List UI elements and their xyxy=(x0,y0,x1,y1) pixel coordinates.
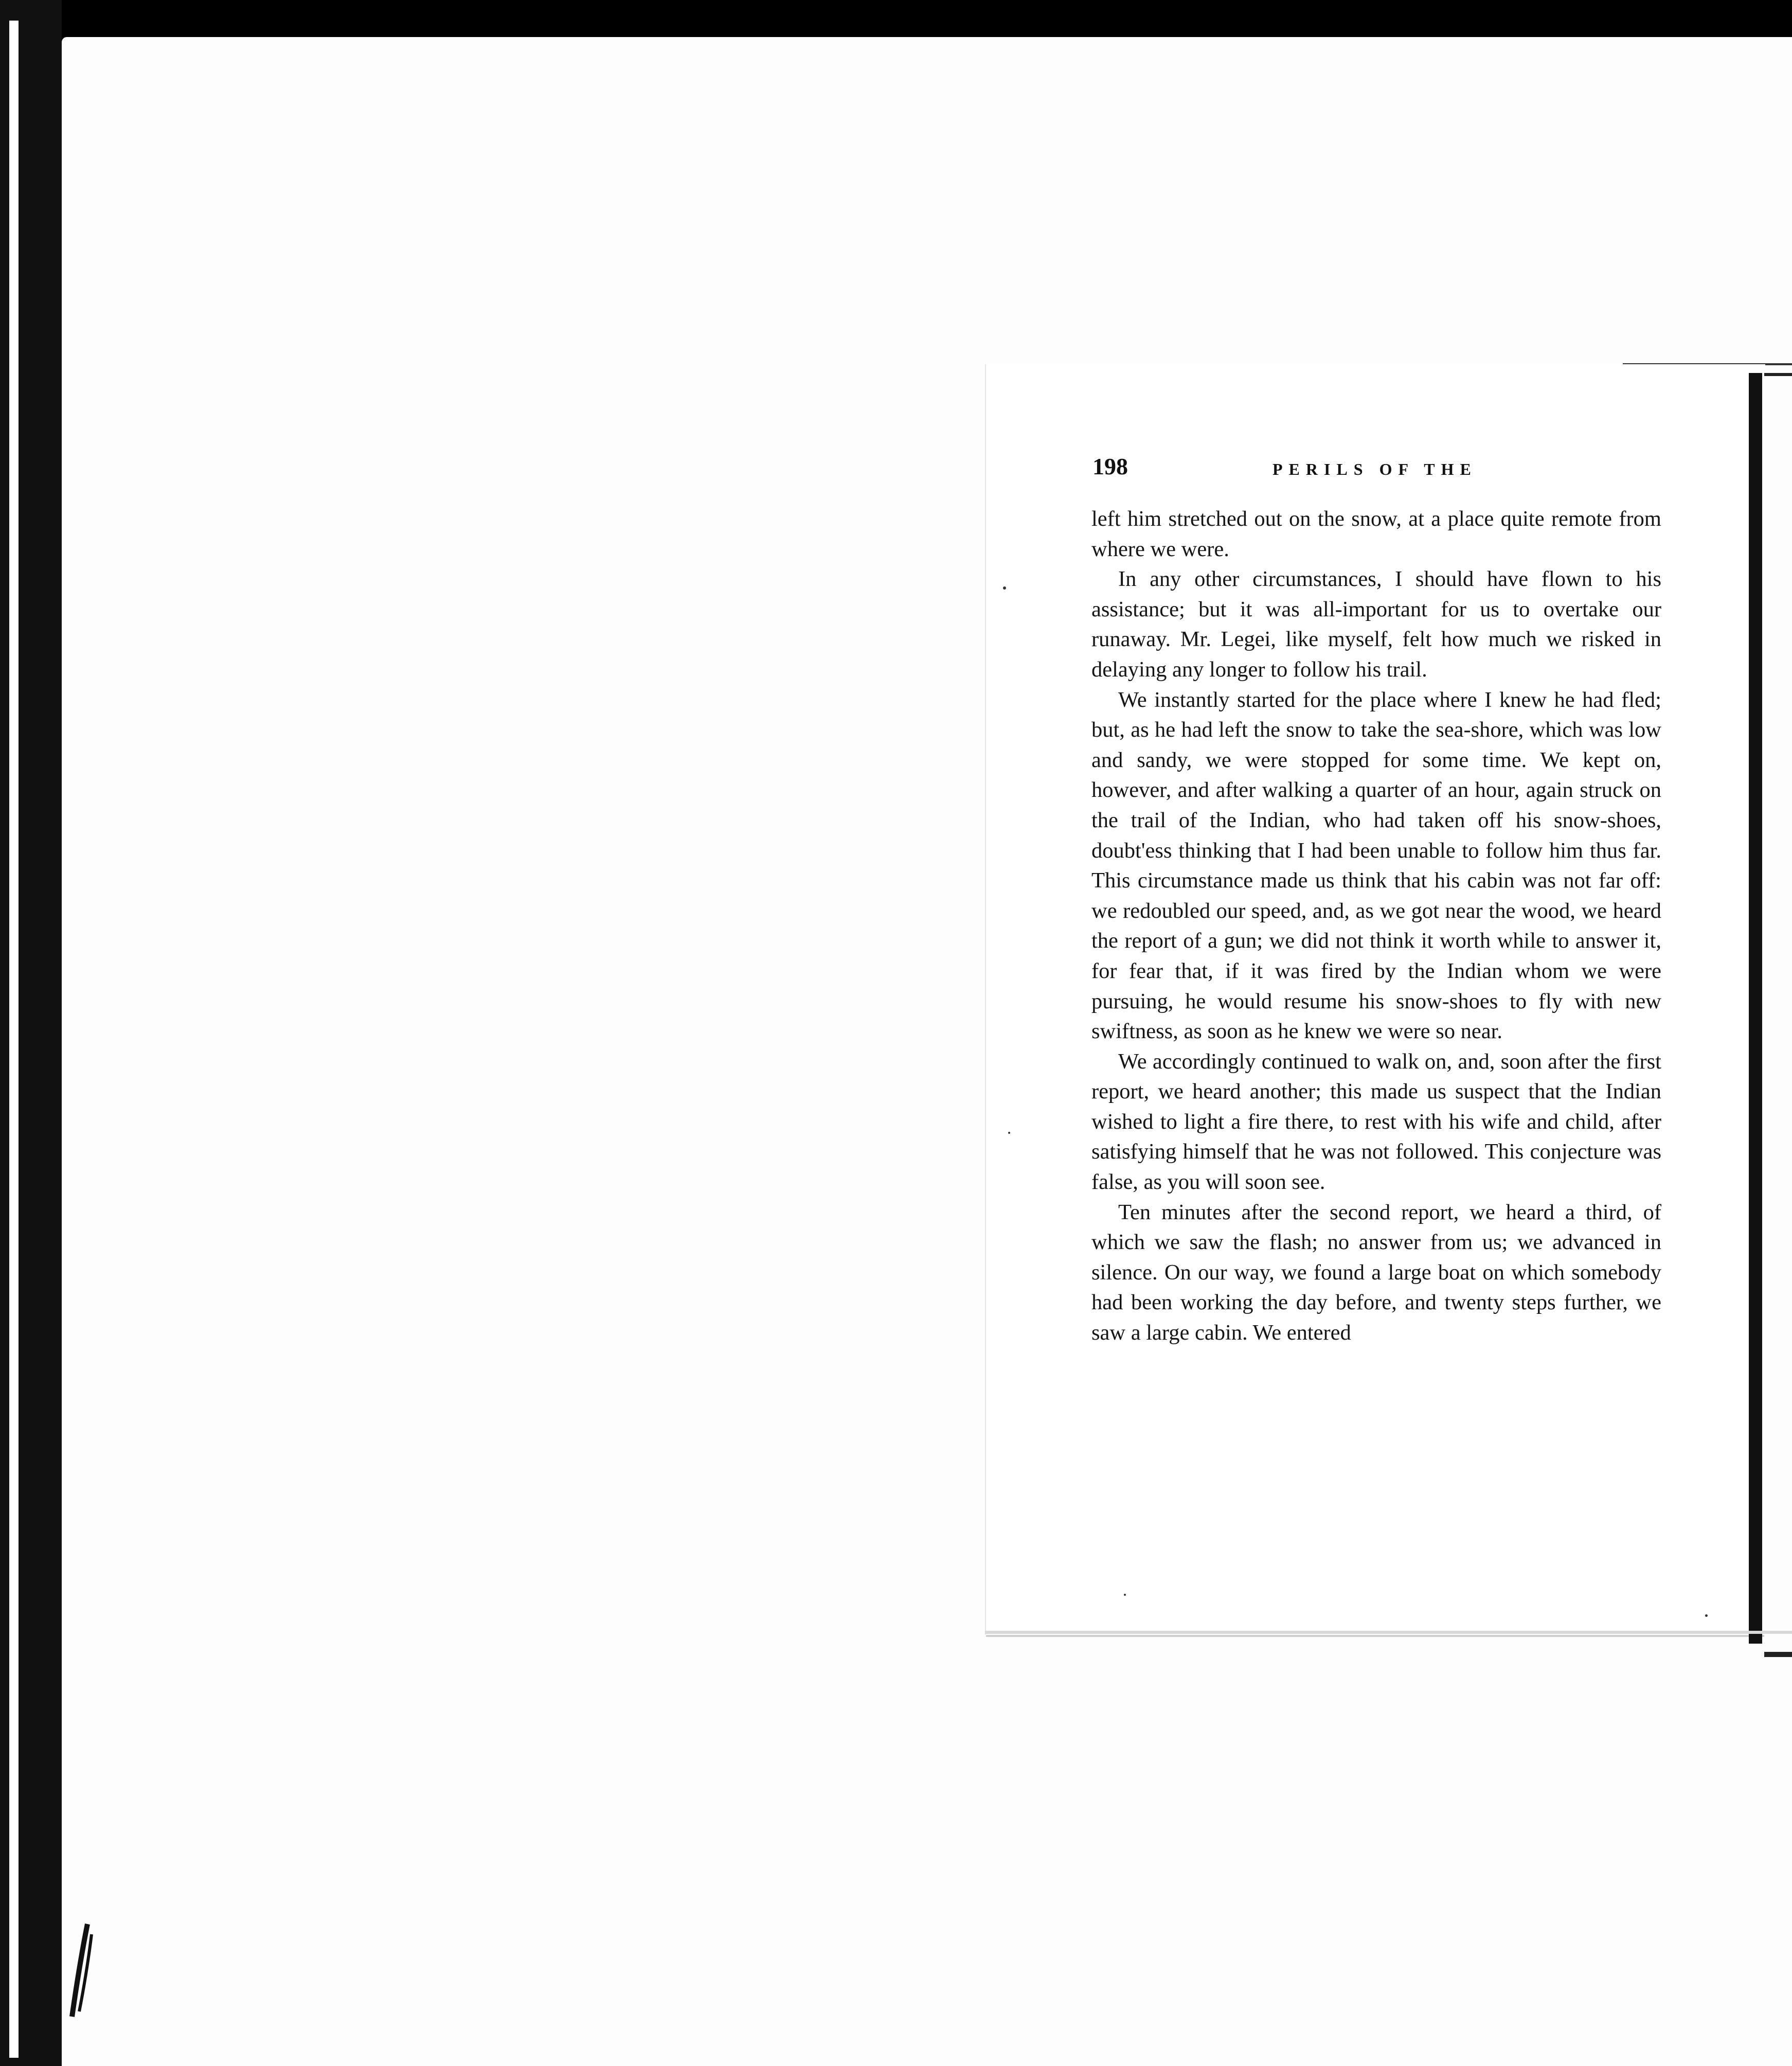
page-number: 198 xyxy=(1092,453,1128,479)
paragraph: Ten minutes after the second report, we heard a third, of which we saw the flash; no answer from us; we advanced in silence. On our way, we found a large boat on which somebody had been working the day before, and twenty steps further, we saw a large cabin. We entered xyxy=(1091,1200,1661,1345)
paragraph: We instantly started for the place where I knew he had fled; but, as he had left the snow to take the sea-shore, which was low and sandy, we were stopped for some time. We kept on, however, and after walking a quarter of an hour, again struck on the trail of the Indian, who had taken off his snow-shoes, doubt'ess thinking that I had been unable to follow him thus far. This circumstance made us think that his cabin was not far off: we redoubled our speed, and, as we got near the wood, we heard the report of a gun; we did not think it worth while to answer it, for fear that, if it was fired by the Indian whom we were pursuing, he would resume his snow-shoes to fly with new swiftness, as soon as he knew we were so near. xyxy=(1091,687,1661,1044)
paragraph: In any other circumstances, I should have flown to his assistance; but it was all-important for us to overtake our runaway. Mr. Legei, like myself, felt how much we risked in delaying any longer to follow his trail. xyxy=(1091,567,1661,682)
page-right-frame xyxy=(1764,373,1792,1657)
page-header xyxy=(1092,453,1663,484)
page-bottom-edge xyxy=(985,1631,1792,1634)
scan-speck xyxy=(1008,1132,1010,1134)
page-body xyxy=(1091,504,1661,1348)
scan-speck xyxy=(1124,1594,1126,1596)
margin-mark-icon xyxy=(67,1919,98,2022)
scan-left-strip xyxy=(9,21,19,2058)
paragraph: left him stretched out on the snow, at a place quite remote from where we were. xyxy=(1091,507,1661,561)
running-head: PERILS OF THE xyxy=(1273,460,1477,478)
scan-speck xyxy=(1003,586,1006,590)
paragraph: We accordingly continued to walk on, and, soon after the first report, we heard another; this made us suspect that the Indian wished to light a fire there, to rest with his wife and child, after satisfying himself that he was not followed. This conjecture was false, as you will soon see. xyxy=(1091,1049,1661,1195)
scan-speck xyxy=(1705,1614,1708,1617)
page-right-edge xyxy=(1749,373,1762,1644)
